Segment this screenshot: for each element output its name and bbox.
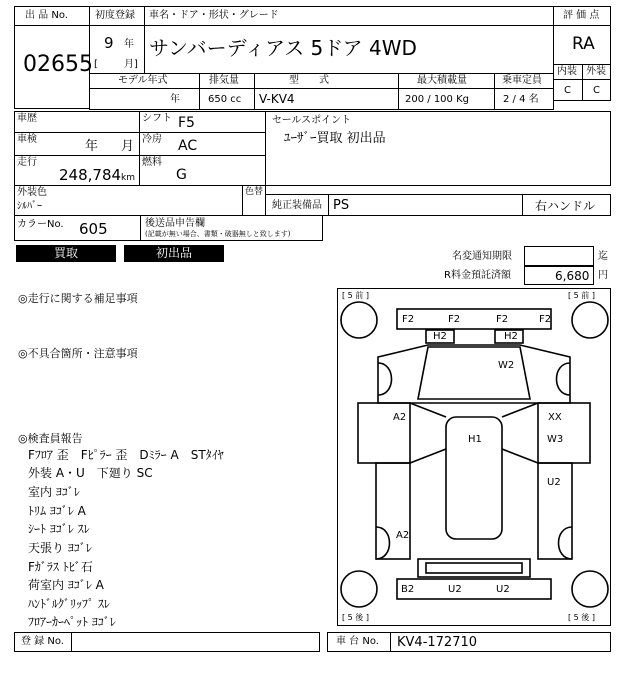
mark-h2-2: H2 bbox=[504, 331, 518, 342]
corner-front-right: [ 5 前 ] bbox=[568, 291, 595, 300]
interior-score: C bbox=[564, 85, 571, 96]
car-diagram bbox=[337, 288, 611, 626]
mileage-value: 248,784 bbox=[59, 166, 122, 184]
sales-point-label: セールスポイント bbox=[272, 115, 352, 126]
name-change-box bbox=[524, 246, 594, 266]
corner-front-left: [ 5 前 ] bbox=[342, 291, 369, 300]
car-name-label-cell bbox=[144, 6, 554, 26]
car-name-cell bbox=[144, 25, 554, 74]
rear-window bbox=[426, 563, 522, 573]
chassis-label: 車 台 No. bbox=[336, 636, 379, 647]
score-cell bbox=[553, 25, 611, 65]
first-reg-year: 9 bbox=[104, 34, 114, 52]
arch-front-left bbox=[378, 363, 392, 395]
arch-rear-left bbox=[376, 527, 390, 559]
inspection-label: 車検 bbox=[17, 134, 37, 145]
max-load-cell bbox=[398, 88, 495, 110]
reg-no-label: 登 録 No. bbox=[21, 636, 64, 647]
interior-label: 内装 bbox=[557, 66, 577, 77]
report-line: ｼｰﾄ ﾖｺﾞﾚ ｽﾚ bbox=[28, 522, 90, 536]
mileage-unit: km bbox=[121, 173, 135, 183]
arch-front-right bbox=[557, 363, 571, 395]
front-bumper bbox=[397, 309, 551, 329]
first-reg-label-cell bbox=[89, 6, 145, 26]
driving-notes-label: ◎走行に関する補足事項 bbox=[18, 292, 138, 305]
score-label: 評 価 点 bbox=[563, 10, 600, 21]
displacement-value: 650 cc bbox=[208, 94, 242, 105]
inspection-year-unit: 年 bbox=[85, 139, 99, 154]
shift-value: F5 bbox=[178, 115, 195, 131]
reg-no-label-cell bbox=[14, 632, 72, 652]
car-diagram-drawing bbox=[338, 289, 610, 625]
max-load-label-cell bbox=[398, 73, 495, 89]
hood-outline bbox=[378, 345, 570, 403]
lot-number-cell bbox=[14, 25, 93, 109]
mark-u2-side: U2 bbox=[547, 477, 561, 488]
chassis-value: KV4-172710 bbox=[397, 635, 478, 650]
mark-xx: XX bbox=[548, 412, 562, 423]
displacement-label: 排気量 bbox=[209, 75, 239, 86]
inspection-cell bbox=[14, 132, 140, 156]
equipment-label-cell bbox=[265, 194, 329, 216]
shift-cell bbox=[139, 111, 266, 133]
color-change-label: 色替 bbox=[245, 187, 264, 197]
color-change-cell bbox=[242, 185, 266, 216]
recycle-unit: 円 bbox=[598, 270, 608, 281]
sales-point-cell bbox=[265, 111, 611, 186]
report-line: 室内 ﾖｺﾞﾚ bbox=[28, 485, 80, 499]
steering-value: 右ハンドル bbox=[535, 199, 596, 213]
mark-u2-rear-1: U2 bbox=[448, 584, 462, 595]
equipment-label: 純正装備品 bbox=[272, 200, 322, 211]
mileage-label: 走行 bbox=[17, 157, 37, 168]
inspector-report-label: ◎検査員報告 bbox=[18, 432, 83, 445]
mark-b2: B2 bbox=[401, 584, 415, 595]
corner-rear-right: [ 5 後 ] bbox=[568, 613, 595, 622]
displacement-cell bbox=[199, 88, 255, 110]
badge-first-listing: 初出品 bbox=[124, 245, 224, 262]
model-type-cell bbox=[254, 88, 399, 110]
side-right bbox=[538, 403, 590, 463]
rear-bumper bbox=[397, 579, 551, 599]
aftermarket-label: 後送品申告欄 bbox=[145, 218, 205, 229]
capacity-label: 乗車定員 bbox=[502, 75, 542, 86]
report-line: ﾄﾘﾑ ﾖｺﾞﾚ A bbox=[28, 504, 86, 518]
exterior-label: 外装 bbox=[586, 66, 606, 77]
name-change-label: 名変通知期限 bbox=[452, 251, 512, 262]
model-type-label: 型 式 bbox=[289, 75, 329, 86]
mark-f2-3: F2 bbox=[496, 314, 509, 325]
ext-color-label: 外装色 bbox=[17, 187, 47, 198]
report-line: ﾊﾝﾄﾞﾙｸﾞﾘｯﾌﾟ ｽﾚ bbox=[28, 597, 110, 611]
interior-score-cell bbox=[553, 79, 583, 101]
score-value: RA bbox=[572, 34, 595, 54]
ac-label: 冷房 bbox=[142, 134, 162, 145]
lot-label: 出 品 No. bbox=[25, 10, 68, 21]
max-load-label: 最大積載量 bbox=[417, 75, 467, 86]
mark-f2-1: F2 bbox=[402, 314, 415, 325]
lot-label-cell bbox=[14, 6, 90, 26]
report-line: 天張り ﾖｺﾞﾚ bbox=[28, 541, 92, 555]
wheel-front-right bbox=[572, 302, 608, 338]
first-reg-month-unit: 月] bbox=[124, 59, 138, 70]
aftermarket-note: (記載が無い場合、書類・破器無しと致します) bbox=[145, 230, 291, 238]
report-line: Fｶﾞﾗｽ ﾄﾋﾞ石 bbox=[28, 560, 93, 574]
sales-point-value: ﾕｰｻﾞｰ買取 初出品 bbox=[284, 131, 386, 146]
report-line: 荷室内 ﾖｺﾞﾚ A bbox=[28, 578, 104, 592]
corner-rear-left: [ 5 後 ] bbox=[342, 613, 369, 622]
model-year-label-cell bbox=[89, 73, 200, 89]
mark-a2-front: A2 bbox=[393, 412, 407, 423]
fuel-value: G bbox=[176, 167, 187, 183]
capacity-value: 2 / 4 名 bbox=[503, 94, 539, 105]
car-name: サンバーディアス 5ドア 4WD bbox=[149, 36, 417, 60]
arch-rear-right bbox=[559, 527, 573, 559]
exterior-score-cell bbox=[582, 79, 611, 101]
fuel-cell bbox=[139, 155, 266, 186]
model-type-label-cell bbox=[254, 73, 399, 89]
reg-no-value-cell bbox=[71, 632, 320, 652]
mark-w2: W2 bbox=[498, 360, 515, 371]
capacity-cell bbox=[494, 88, 554, 110]
model-type-value: V-KV4 bbox=[259, 92, 295, 106]
ac-cell bbox=[139, 132, 266, 156]
lot-number: 02655 bbox=[23, 52, 93, 77]
report-line: Fﾌﾛｱ 歪 Fﾋﾟﾗｰ 歪 Dﾐﾗｰ A STﾀｲﾔ bbox=[28, 448, 224, 462]
equipment-value: PS bbox=[333, 198, 350, 213]
mark-h1: H1 bbox=[468, 434, 482, 445]
badge-buy: 買取 bbox=[16, 245, 116, 262]
ext-color-cell bbox=[14, 185, 243, 216]
model-year-label: モデル年式 bbox=[118, 75, 168, 86]
model-year-unit: 年 bbox=[170, 94, 180, 105]
tailgate bbox=[418, 559, 530, 577]
report-line: 外装 A・U 下廻り SC bbox=[28, 466, 153, 480]
report-line: ﾌﾛｱｰｶｰﾍﾟｯﾄ ﾖｺﾞﾚ bbox=[28, 615, 116, 629]
wheel-front-left bbox=[341, 302, 377, 338]
interior-label-cell bbox=[553, 64, 583, 80]
ext-color-value: ｼﾙﾊﾞｰ bbox=[17, 201, 42, 212]
model-year-cell bbox=[89, 88, 200, 110]
score-label-cell bbox=[553, 6, 611, 26]
chassis-label-cell bbox=[327, 632, 391, 652]
roof-connect-right bbox=[502, 403, 538, 463]
exterior-label-cell bbox=[582, 64, 611, 80]
mark-w3: W3 bbox=[547, 434, 564, 445]
windshield bbox=[418, 347, 530, 399]
recycle-box bbox=[524, 266, 594, 285]
wheel-rear-left bbox=[341, 571, 377, 607]
history-label: 車歴 bbox=[17, 113, 37, 124]
equipment-value-cell bbox=[328, 194, 523, 216]
color-no-value: 605 bbox=[79, 220, 108, 238]
history-cell bbox=[14, 111, 140, 133]
max-load-value: 200 / 100 Kg bbox=[405, 94, 469, 105]
aftermarket-cell bbox=[140, 215, 323, 241]
mark-f2-2: F2 bbox=[448, 314, 461, 325]
inspection-month-unit: 月 bbox=[121, 139, 135, 154]
shift-label: シフト bbox=[142, 113, 172, 124]
steering-cell bbox=[522, 194, 611, 216]
first-reg-value-cell bbox=[89, 25, 145, 74]
defects-label: ◎不具合箇所・注意事項 bbox=[18, 347, 138, 360]
fuel-label: 燃料 bbox=[142, 157, 162, 168]
chassis-value-cell bbox=[390, 632, 611, 652]
mark-u2-rear-2: U2 bbox=[496, 584, 510, 595]
capacity-label-cell bbox=[494, 73, 554, 89]
recycle-value: 6,680 bbox=[555, 269, 590, 283]
roof-connect-left bbox=[410, 403, 446, 463]
rear-left bbox=[376, 463, 410, 559]
color-no-label: カラーNo. bbox=[17, 219, 64, 230]
recycle-label: R料金預託済額 bbox=[444, 270, 511, 281]
first-reg-month-bracket: [ bbox=[94, 59, 98, 70]
ac-value: AC bbox=[178, 138, 198, 154]
displacement-label-cell bbox=[199, 73, 255, 89]
mark-a2-rear: A2 bbox=[396, 530, 410, 541]
exterior-score: C bbox=[593, 85, 600, 96]
color-no-cell bbox=[14, 215, 141, 241]
car-name-label: 車名・ドア・形状・グレード bbox=[149, 10, 279, 21]
mark-f2-4: F2 bbox=[539, 314, 552, 325]
first-reg-year-unit: 年 bbox=[124, 39, 134, 50]
name-change-unit: 迄 bbox=[598, 251, 608, 262]
wheel-rear-right bbox=[572, 571, 608, 607]
mileage-cell bbox=[14, 155, 140, 186]
mark-h2-1: H2 bbox=[433, 331, 447, 342]
first-reg-label: 初度登録 bbox=[95, 10, 135, 21]
